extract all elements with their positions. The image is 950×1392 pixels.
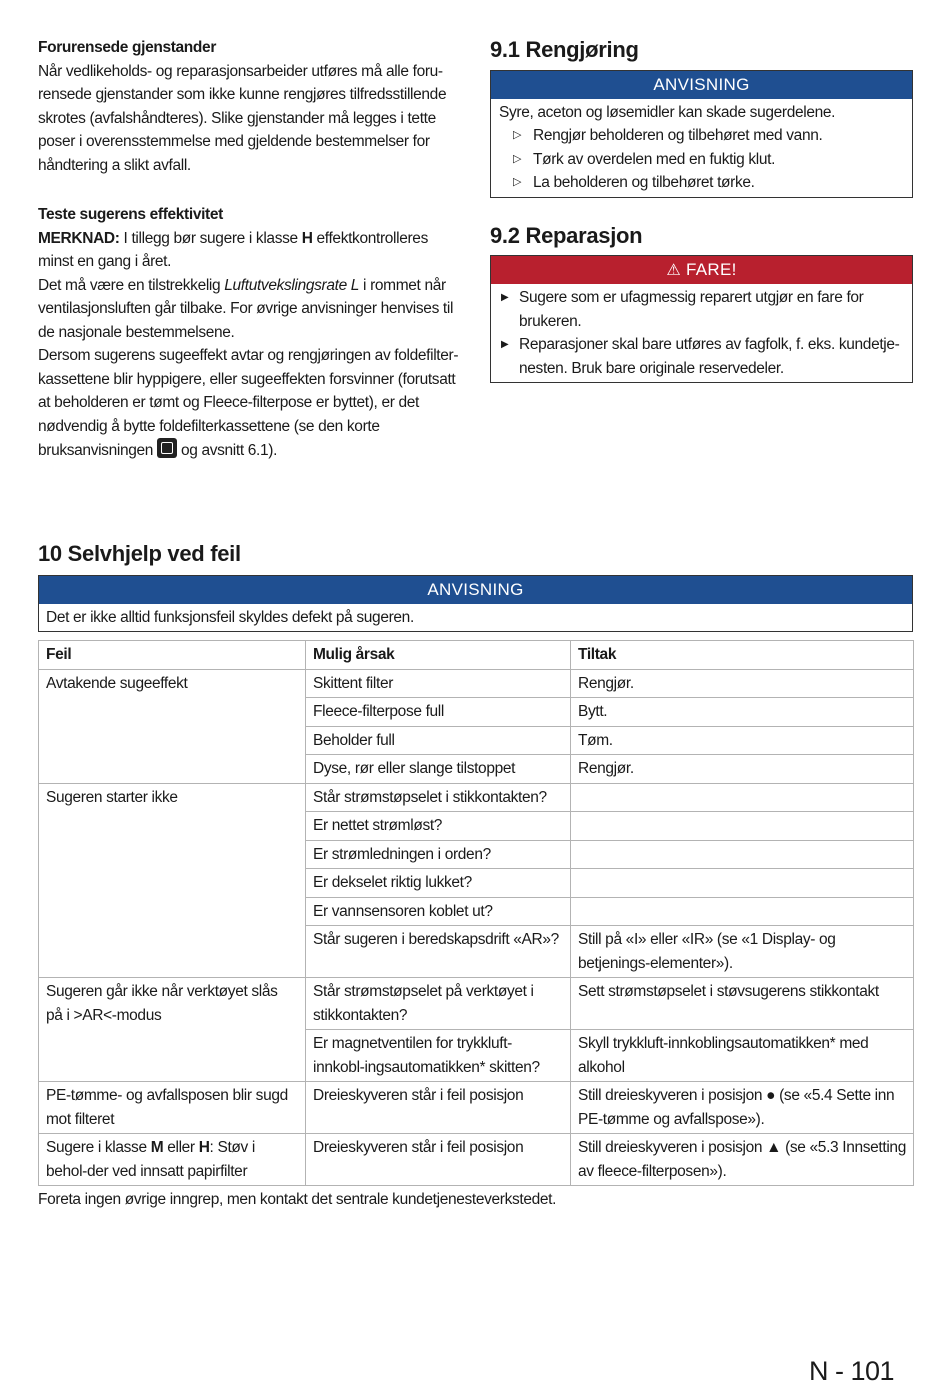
cleaning-intro: Syre, aceton og løsemidler kan skade sugerdelene.: [499, 103, 836, 121]
cause-cell: Er strømledningen i orden?: [306, 840, 571, 869]
air-paragraph: [38, 274, 463, 345]
cleaning-note-box: [490, 70, 913, 198]
troubleshoot-note-text: Det er ikke alltid funksjonsfeil skyldes defekt på sugeren.: [46, 608, 414, 626]
fault-text-a: Sugere i klasse: [46, 1139, 151, 1156]
note-paragraph: [38, 227, 463, 274]
header-cause: Mulig årsak: [306, 641, 571, 670]
action-cell: Rengjør.: [571, 755, 914, 784]
note-label: MERKNAD:: [38, 229, 120, 247]
section-10-title: 10 Selvhjelp ved feil: [38, 541, 241, 566]
cause-cell: Er nettet strømløst?: [306, 812, 571, 841]
contaminated-text: Når vedlikeholds- og reparasjonsarbeider utføres må alle foru-rensede gjenstander som ikke kunne rengjøres tilfredsstillende skrotes (avfalshåndteres). Slike gjenstander må legges i tette poser i overensstemmelse med gjeldende bestemmelser for håndtering a slikt avfall.: [38, 62, 447, 174]
class-h: H: [198, 1139, 210, 1156]
fault-text-or: eller: [163, 1139, 199, 1156]
note-class: H: [301, 229, 313, 247]
danger-body: [491, 284, 912, 382]
warning-triangle-icon: ⚠: [666, 262, 681, 279]
cleaning-list: [499, 124, 904, 195]
cleaning-note-body: [491, 99, 912, 197]
action-cell: Sett strømstøpselet i støvsugerens stikkontakt: [571, 978, 914, 1030]
cause-cell: Står sugeren i beredskapsdrift «AR»?: [306, 926, 571, 978]
table-row: [39, 1134, 914, 1186]
filter-text-b: og avsnitt 6.1).: [177, 442, 278, 459]
fault-cell: PE-tømme- og avfallsposen blir sugd mot filteret: [39, 1082, 306, 1134]
action-cell: [571, 812, 914, 841]
class-m: M: [150, 1139, 164, 1156]
fault-cell: Sugeren går ikke når verktøyet slås på i >AR<-modus: [39, 978, 306, 1082]
action-cell: Still dreieskyveren i posisjon ● (se «5.4 Sette inn PE-tømme og avfallspose»).: [571, 1082, 914, 1134]
header-action: Tiltak: [571, 641, 914, 670]
filter-text-a: Dersom sugerens sugeeffekt avtar og rengjøringen av foldefilter-kassettene blir hyppigere, eller sugeeffekten forsvinner (forutsatt at beholderen er tømt og Fleece-filterpose er byttet), er det nødvendig å bytte foldefilterkassettene (se den korte bruksanvisningen: [38, 347, 459, 459]
table-row: [39, 1082, 914, 1134]
troubleshooting-table: [38, 640, 914, 1186]
table-row: [39, 783, 914, 812]
action-cell: [571, 869, 914, 898]
fault-cell: Avtakende sugeeffekt: [39, 669, 306, 783]
cause-cell: Fleece-filterpose full: [306, 698, 571, 727]
cause-cell: Skittent filter: [306, 669, 571, 698]
cleaning-item: ▷ Tørk av overdelen med en fuktig klut.: [499, 148, 904, 172]
table-header-row: [39, 641, 914, 670]
fault-cell: [39, 1134, 306, 1186]
air-text-a: Det må være en tilstrekkelig: [38, 276, 225, 294]
section-9-1-title: 9.1 Rengjøring: [490, 37, 639, 62]
contaminated-heading: Forurensede gjenstander: [38, 39, 216, 56]
action-cell: Tøm.: [571, 726, 914, 755]
cleaning-item: ▷ La beholderen og tilbehøret tørke.: [499, 171, 904, 195]
cause-cell: Er magnetventilen for trykkluft-innkobl-ingsautomatikken* skitten?: [306, 1030, 571, 1082]
section-9-2-title: 9.2 Reparasjon: [490, 222, 643, 248]
cleaning-note-header: ANVISNING: [491, 71, 912, 99]
cause-cell: Står strømstøpselet i stikkontakten?: [306, 783, 571, 812]
note-text-b: effektkontrolleres minst en gang i året.: [38, 229, 428, 270]
danger-header: [491, 256, 912, 284]
section-10: [38, 542, 913, 1186]
air-italic: Luftutvekslingsrate L: [224, 276, 360, 294]
action-cell: [571, 897, 914, 926]
header-fault: Feil: [39, 641, 306, 670]
table-row: [39, 978, 914, 1030]
action-cell: Bytt.: [571, 698, 914, 727]
cause-cell: Er dekselet riktig lukket?: [306, 869, 571, 898]
cause-cell: Beholder full: [306, 726, 571, 755]
cause-cell: Dreieskyveren står i feil posisjon: [306, 1134, 571, 1186]
danger-list: [499, 286, 904, 380]
action-cell: [571, 783, 914, 812]
action-cell: [571, 840, 914, 869]
action-cell: Still på «I» eller «IR» (se «1 Display- og betjenings-elementer»).: [571, 926, 914, 978]
fault-text-b: : Støv i behol-der ved innsatt papirfilter: [46, 1139, 255, 1180]
footer-note: Foreta ingen øvrige inngrep, men kontakt det sentrale kundetjenesteverkstedet.: [38, 1191, 557, 1208]
cause-cell: Dreieskyveren står i feil posisjon: [306, 1082, 571, 1134]
troubleshoot-note-box: [38, 575, 913, 633]
danger-item: ▶ Reparasjoner skal bare utføres av fagfolk, f. eks. kundetje-nesten. Bruk bare originale reservedeler.: [499, 333, 904, 380]
danger-item: ▶ Sugere som er ufagmessig reparert utgjør en fare for brukeren.: [499, 286, 904, 333]
quick-guide-icon: [157, 438, 177, 458]
cause-cell: Står strømstøpselet på verktøyet i stikkontakten?: [306, 978, 571, 1030]
action-cell: Rengjør.: [571, 669, 914, 698]
fault-cell: Sugeren starter ikke: [39, 783, 306, 978]
air-text-b: i rommet når ventilasjonsluften går tilbake. For øvrige anvisninger henvises til de nasjonale bestemmelsene.: [38, 276, 454, 341]
right-column: [490, 36, 913, 383]
danger-box: [490, 255, 913, 383]
troubleshoot-note-header: ANVISNING: [39, 576, 912, 604]
cleaning-item: ▷ Rengjør beholderen og tilbehøret med vann.: [499, 124, 904, 148]
page-number: N - 101: [808, 1356, 894, 1386]
cause-cell: Er vannsensoren koblet ut?: [306, 897, 571, 926]
cause-cell: Dyse, rør eller slange tilstoppet: [306, 755, 571, 784]
action-cell: Skyll trykkluft-innkoblingsautomatikken* med alkohol: [571, 1030, 914, 1082]
left-column: [38, 36, 463, 463]
action-cell: Still dreieskyveren i posisjon ▲ (se «5.3 Innsetting av fleece-filterposen»).: [571, 1134, 914, 1186]
test-heading: Teste sugerens effektivitet: [38, 206, 223, 223]
danger-label: FARE!: [681, 260, 737, 279]
filter-paragraph: [38, 344, 463, 463]
table-row: [39, 669, 914, 698]
note-text-a: I tillegg bør sugere i klasse: [119, 229, 302, 247]
